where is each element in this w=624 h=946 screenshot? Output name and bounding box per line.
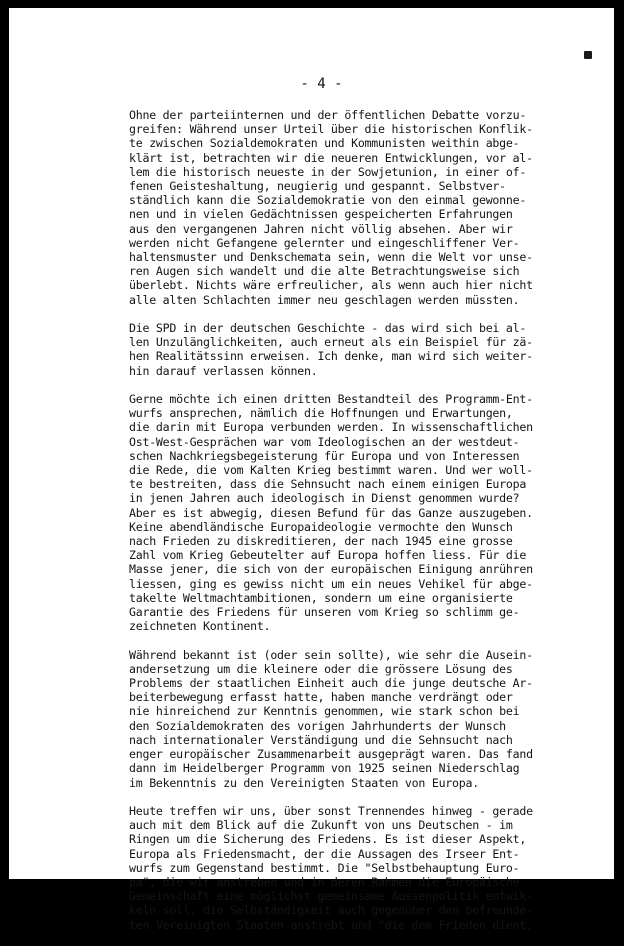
text-line: Aber es ist abwegig, diesen Befund für das Ganze auszugeben. [129,505,533,520]
text-line: die Rede, die vom Kalten Krieg bestimmt waren. Und wer woll- [129,463,533,478]
text-line: Ohne der parteiinternen und der öffentlichen Debatte vorzu- [129,108,527,122]
text-line: wurfs ansprechen, nämlich die Hoffnungen und Erwartungen, [129,406,513,421]
text-line: überlebt. Nichts wäre erfreulicher, als wenn auch hier nicht [129,278,533,293]
text-line: nie hinreichend zur Kenntnis genommen, wie stark schon bei [129,704,520,719]
text-line: nach Frieden zu diskreditieren, der nach 1945 eine grosse [129,534,513,549]
text-line: Ringen um die Sicherung des Friedens. Es ist dieser Aspekt, [129,832,527,847]
text-line: hen Realitätssinn erweisen. Ich denke, man wird sich weiter- [129,349,533,364]
text-line: beiterbewegung erfasst hatte, haben manche verdrängt oder [129,690,513,705]
text-line: Europa als Friedensmacht, der die Aussagen des Irseer Ent- [129,846,520,861]
text-line: Ost-West-Gesprächen war vom Ideologischen an der westdeut- [129,434,520,449]
text-line: Während bekannt ist (oder sein sollte), wie sehr die Ausein- [129,647,533,662]
text-line: wurfs zum Gegenstand bestimmt. Die "Selbstbehauptung Euro- [129,860,520,875]
text-line: enger europäischer Zusammenarbeit ausgeprägt waren. Das fand [129,747,533,762]
text-line: in jenen Jahren auch ideologisch in Dienst genommen wurde? [129,491,520,506]
text-line: haltensmuster und Denkschemata sein, wenn die Welt vor unse- [129,250,533,265]
text-line: takelte Weltmachtambitionen, sondern um eine organisierte [129,590,513,605]
text-line: Zahl vom Krieg Gebeutelter auf Europa hoffen liess. Für die [129,548,527,563]
text-line: werden nicht Gefangene gelernter und eingeschliffener Ver- [129,235,520,250]
paragraph [129,392,581,633]
text-line: Gerne möchte ich einen dritten Bestandteil des Programm-Ent- [129,392,533,407]
text-line: nen und in vielen Gedächtnissen gespeicherten Erfahrungen [129,207,513,222]
text-line: klärt ist, betrachten wir die neueren Entwicklungen, vor al- [129,150,533,165]
text-line: Garantie des Friedens für unseren vom Krieg so schlimm ge- [129,605,520,620]
text-line: den Sozialdemokraten des vorigen Jahrhunderts der Wunsch [129,718,506,733]
text-line: Heute treffen wir uns, über sonst Trennendes hinweg - gerade [129,803,533,818]
text-line: andersetzung um die kleinere oder die grössere Lösung des [129,661,513,676]
text-line: zeichneten Kontinent. [129,619,271,634]
text-line: auch mit dem Blick auf die Zukunft von uns Deutschen - im [129,818,513,833]
text-line: liessen, ging es gewiss nicht um ein neues Vehikel für abge- [129,576,533,591]
text-line: lem die historisch neueste in der Sowjetunion, in einer of- [129,164,527,179]
text-line: greifen: Während unser Urteil über die historischen Konflik- [129,122,533,137]
text-line: len Unzulänglichkeiten, auch erneut als ein Beispiel für zä- [129,335,533,350]
paragraph [129,648,581,790]
text-line: im Bekenntnis zu den Vereinigten Staaten von Europa. [129,775,479,790]
paragraph [129,108,581,307]
text-line: Die SPD in der deutschen Geschichte - das wird sich bei al- [129,321,527,336]
body-text [129,108,581,946]
text-line: fenen Geisteshaltung, neugierig und gespannt. Selbstver- [129,179,506,194]
text-line: die darin mit Europa verbunden werden. In wissenschaftlichen [129,420,533,435]
text-line: hin darauf verlassen können. [129,363,318,378]
text-line: aus den vergangenen Jahren nicht völlig absehen. Aber wir [129,221,513,236]
text-line: Masse jener, die sich von der europäischen Einigung anrühren [129,562,533,577]
text-line: schen Nachkriegsbegeisterung für Europa und von Interessen [129,448,520,463]
text-line: Gemeinschaft eine möglichst gemeinsame Aussenpolitik entwik- [129,889,533,904]
text-line: keln soll, die Selbständigkeit auch gegenüber den befreunde- [129,903,533,918]
text-line: ten Vereinigten Staaten anstrebt und "die dem Frieden dient, [129,917,533,932]
paragraph [129,804,581,932]
text-line: Problems der staatlichen Einheit auch die junge deutsche Ar- [129,676,533,691]
page-number: - 4 - [300,76,343,92]
text-line: pa", die wir anstreben und in deren Rahmen die Europäische [129,874,520,889]
text-line: dann im Heidelberger Programm von 1925 seinen Niederschlag [129,761,520,776]
document-page [9,8,614,932]
text-line: Keine abendländische Europaideologie vermochte den Wunsch [129,519,513,534]
text-line: nach internationaler Verständigung und die Sehnsucht nach [129,732,513,747]
text-line: ren Augen sich wandelt und die alte Betrachtungsweise sich [129,264,520,279]
text-line: ständlich kann die Sozialdemokratie von den einmal gewonne- [129,193,527,208]
text-line: te bestreiten, dass die Sehnsucht nach einem einigen Europa [129,477,527,492]
text-line: alle alten Schlachten immer neu geschlagen werden müssten. [129,292,520,307]
punch-mark [584,51,592,59]
text-line: te zwischen Sozialdemokraten und Kommunisten weithin abge- [129,136,520,151]
paragraph [129,321,581,378]
